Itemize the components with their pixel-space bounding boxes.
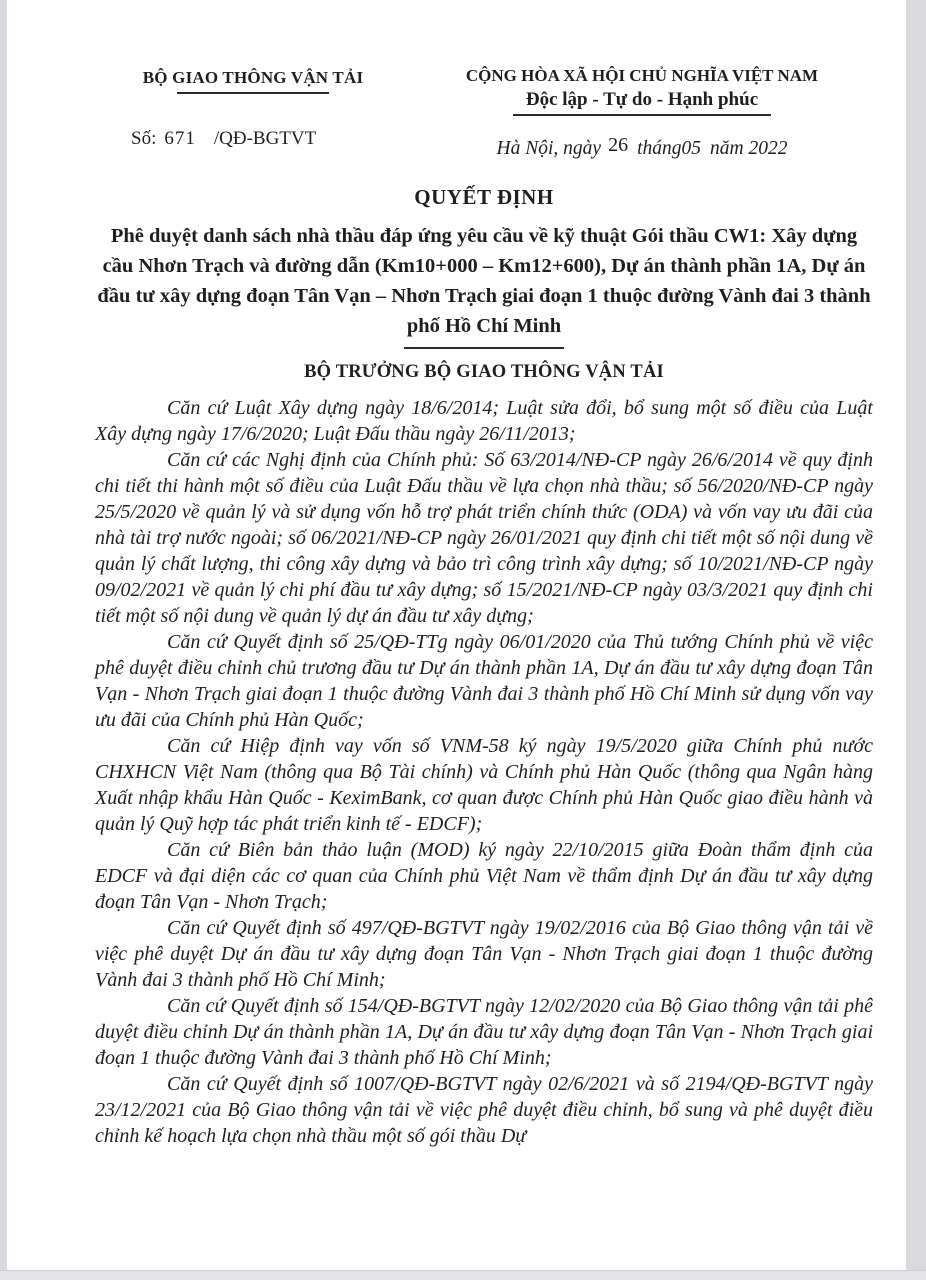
recital-paragraph-4: Căn cứ Hiệp định vay vốn số VNM-58 ký ngày 19/5/2020 giữa Chính phủ nước CHXHCN Việt Nam (thông qua Bộ Tài chính) và Chính phủ Hàn Quốc (thông qua Ngân hàng Xuất nhập khẩu Hàn Quốc - KeximBank, cơ quan được Chính phủ Hàn Quốc giao điều hành và quản lý Quỹ hợp tác phát triển kinh tế - EDCF); xyxy=(95,735,873,835)
national-motto: Độc lập - Tự do - Hạnh phúc xyxy=(525,89,759,110)
recital-paragraph-1: Căn cứ Luật Xây dựng ngày 18/6/2014; Luật sửa đổi, bổ sung một số điều của Luật Xây dựng ngày 17/6/2020; Luật Đấu thầu ngày 26/11/2013; xyxy=(95,397,873,445)
document-number-value: 671 xyxy=(164,128,196,149)
national-title: CỘNG HÒA XÃ HỘI CHỦ NGHĨA VIỆT NAM xyxy=(465,66,819,85)
recital-paragraph-6: Căn cứ Quyết định số 497/QĐ-BGTVT ngày 19/02/2016 của Bộ Giao thông vận tải về việc phê duyệt Dự án đầu tư xây dựng đoạn Tân Vạn - Nhơn Trạch giai đoạn 1 thuộc đường Vành đai 3 thành phố Hồ Chí Minh; xyxy=(95,917,873,991)
scan-edge-left xyxy=(0,0,7,1280)
recital-paragraph-7: Căn cứ Quyết định số 154/QĐ-BGTVT ngày 12/02/2020 của Bộ Giao thông vận tải phê duyệt điều chỉnh Dự án thành phần 1A, Dự án đầu tư xây dựng đoạn Tân Vạn - Nhơn Trạch giai đoạn 1 thuộc đường Vành đai 3 thành phố Hồ Chí Minh; xyxy=(95,995,873,1069)
document-type-heading: QUYẾT ĐỊNH xyxy=(414,185,554,209)
org-underline xyxy=(177,92,329,94)
date-year: năm 2022 xyxy=(710,138,788,159)
subject-underline xyxy=(404,347,564,349)
document-header xyxy=(95,58,873,160)
header-right-column xyxy=(411,58,873,160)
place-date-line xyxy=(411,134,873,160)
issuer-heading: BỘ TRƯỞNG BỘ GIAO THÔNG VẬN TẢI xyxy=(304,362,664,382)
recital-paragraph-5: Căn cứ Biên bản thảo luận (MOD) ký ngày 22/10/2015 giữa Đoàn thẩm định của EDCF và đại diện các cơ quan của Chính phủ Việt Nam về thẩm định Dự án đầu tư xây dựng đoạn Tân Vạn - Nhơn Trạch; xyxy=(95,839,873,913)
document-number-label: Số: xyxy=(131,128,157,149)
scan-edge-bottom xyxy=(0,1270,926,1280)
document-number-suffix: /QĐ-BGTVT xyxy=(213,128,317,149)
scan-edge-right xyxy=(906,0,926,1280)
document-body xyxy=(95,58,873,1149)
motto-underline xyxy=(513,114,771,116)
header-left-column xyxy=(95,58,411,150)
recital-paragraph-8: Căn cứ Quyết định số 1007/QĐ-BGTVT ngày 02/6/2021 và số 2194/QĐ-BGTVT ngày 23/12/2021 của Bộ Giao thông vận tải về việc phê duyệt điều chỉnh, bổ sung và phê duyệt điều chỉnh kế hoạch lựa chọn nhà thầu một số gói thầu Dự xyxy=(95,1073,873,1147)
recital-paragraph-3: Căn cứ Quyết định số 25/QĐ-TTg ngày 06/01/2020 của Thủ tướng Chính phủ về việc phê duyệt điều chỉnh chủ trương đầu tư Dự án thành phần 1A, Dự án đầu tư xây dựng đoạn Tân Vạn - Nhơn Trạch giai đoạn 1 thuộc đường Vành đai 3 thành phố Hồ Chí Minh sử dụng vốn vay ưu đãi của Chính phủ Hàn Quốc; xyxy=(95,631,873,731)
recital-paragraph-2: Căn cứ các Nghị định của Chính phủ: Số 63/2014/NĐ-CP ngày 26/6/2014 về quy định chi tiết thi hành một số điều của Luật Đấu thầu về lựa chọn nhà thầu; số 56/2020/NĐ-CP ngày 25/5/2020 về quản lý và sử dụng vốn hỗ trợ phát triển chính thức (ODA) và vốn vay ưu đãi của nhà tài trợ nước ngoài; số 06/2021/NĐ-CP ngày 26/01/2021 quy định chi tiết một số nội dung về quản lý chất lượng, thi công xây dựng và bảo trì công trình xây dựng; số 10/2021/NĐ-CP ngày 09/02/2021 về quản lý chi phí đầu tư xây dựng; số 15/2021/NĐ-CP ngày 03/3/2021 quy định chi tiết một số nội dung về quản lý dự án đầu tư xây dựng; xyxy=(95,449,873,627)
issuing-org-name: BỘ GIAO THÔNG VẬN TẢI xyxy=(142,68,364,87)
date-prefix: Hà Nội, ngày xyxy=(496,138,602,159)
document-number-line xyxy=(95,128,411,150)
date-month: tháng05 xyxy=(637,138,701,159)
recitals-section xyxy=(95,395,873,1149)
date-day: 26 xyxy=(608,134,629,156)
decision-subject-title: Phê duyệt danh sách nhà thầu đáp ứng yêu cầu về kỹ thuật Gói thầu CW1: Xây dựng cầu Nhơn Trạch và đường dẫn (Km10+000 – Km12+600), Dự án thành phần 1A, Dự án đầu tư xây dựng đoạn Tân Vạn – Nhơn Trạch giai đoạn 1 thuộc đường Vành đai 3 thành phố Hồ Chí Minh xyxy=(97,225,871,337)
